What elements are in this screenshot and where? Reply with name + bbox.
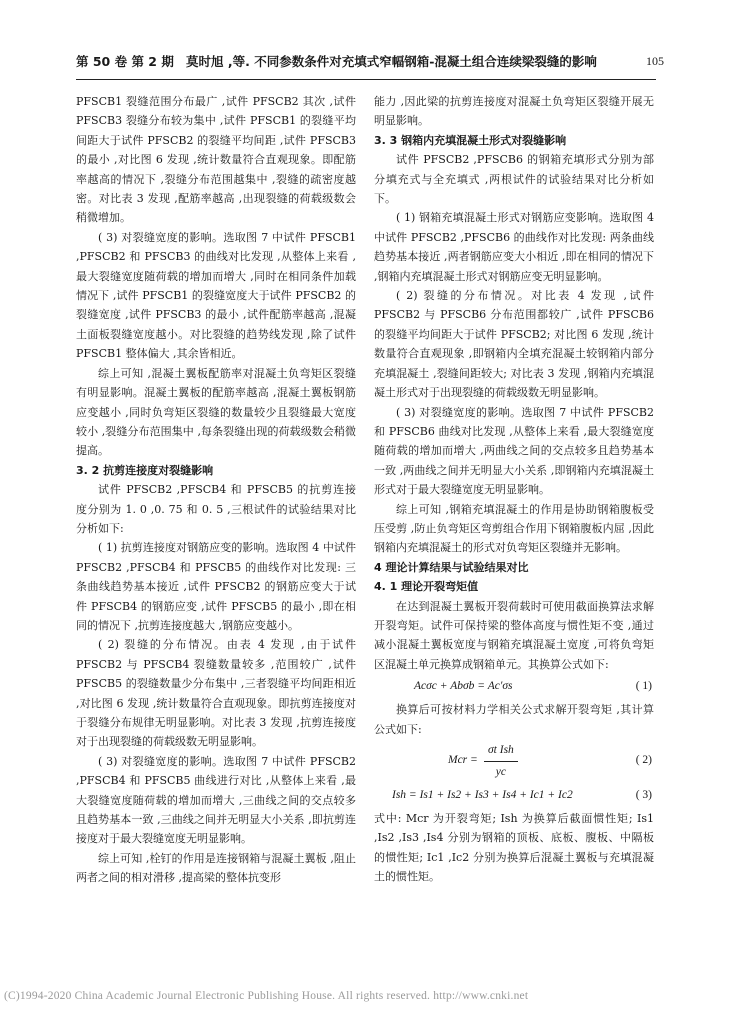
paragraph-fill-summary: 综上可知 ,钢箱充填混凝土的作用是协助钢箱腹板受压受剪 ,防止负弯矩区弯剪组合作用下钢箱腹板内屈 ,因此钢箱内充填混凝土的形式对负弯矩区裂缝并无影响。: [374, 502, 654, 555]
paragraph-summary-reinforcement: 综上可知 ,混凝土翼板配筋率对混凝土负弯矩区裂缝有明显影响。混凝土翼板的配筋率越高 ,混凝土翼板钢筋应变越小 ,同时负弯矩区裂缝的数量较少且裂缝最大宽度较小 ,裂缝分布范围集中 ,每条裂缝出现的荷载级数会稍微提高。: [76, 366, 356, 458]
section-heading-3-3: 3. 3 钢箱内充填混凝土形式对裂缝影响: [374, 133, 567, 147]
paragraph-fill-intro: 试件 PFSCB2 ,PFSCB6 的钢箱充填形式分别为部分填充式与全充填式 ,两根试件的试验结果对比分析如下。: [374, 153, 654, 206]
section-heading-4-1: 4. 1 理论开裂弯矩值: [374, 580, 479, 594]
paragraph-shear-strain: ( 1) 抗剪连接度对钢筋应变的影响。选取图 4 中试件 PFSCB2 ,PFSCB4 和 PFSCB5 的曲线作对比发现: 三条曲线趋势基本接近 ,试件 PFSCB2 的钢筋应变大于试件 PFSCB4 的钢筋应变 ,试件 PFSCB5 的最小 ,即在相同的情况下 ,抗剪连接度越大 ,钢筋应变越小。: [76, 541, 356, 632]
equation-2-lhs: Mcr =: [448, 754, 478, 766]
running-title: 莫时旭 ,等. 不同参数条件对充填式窄幅钢箱-混凝土组合连续梁裂缝的影响: [186, 54, 597, 69]
paragraph-transform-method: 在达到混凝土翼板开裂荷载时可使用截面换算法求解开裂弯矩。试件可保持梁的整体高度与惯性矩不变 ,通过减小混凝土翼板宽度与钢箱充填混凝土宽度 ,可将负弯矩区混凝土单元换算成钢箱单元。其换算公式如下:: [374, 599, 654, 671]
paragraph-fill-width: ( 3) 对裂缝宽度的影响。选取图 7 中试件 PFSCB2 和 PFSCB6 曲线对比发现 ,从整体上来看 ,最大裂缝宽度随荷载的增加而增大 ,两曲线之间的交点较多且趋势基本一致 ,两曲线之间并无明显大小关系 ,即钢箱内充填混凝土形式对于最大裂缝宽度无明显影响。: [374, 405, 654, 497]
paragraph-fill-strain: ( 1) 钢箱充填混凝土形式对钢筋应变影响。选取图 4 中试件 PFSCB2 ,PFSCB6 的曲线作对比发现: 两条曲线趋势基本接近 ,两者钢筋应变大小相近 ,即在相同的情况下 ,钢箱内充填混凝土形式对钢筋应变无明显影响。: [374, 211, 654, 283]
paragraph-shear-intro: 试件 PFSCB2 ,PFSCB4 和 PFSCB5 的抗剪连接度分别为 1. 0 ,0. 75 和 0. 5 ,三根试件的试验结果对比分析如下:: [76, 483, 356, 535]
running-header: [76, 52, 664, 72]
right-column: [374, 92, 654, 887]
journal-volume: 第 50 卷 第 2 期: [76, 54, 174, 69]
paragraph-cracking-moment: 换算后可按材料力学相关公式求解开裂弯矩 ,其计算公式如下:: [374, 703, 654, 736]
paragraph-fill-distribution: ( 2) 裂缝的分布情况。对比表 4 发现 ,试件 PFSCB2 与 PFSCB6 分布范围都较广 ,试件 PFSCB6 的裂缝平均间距大于试件 PFSCB2; 对比图 6 发现 ,统计数量符合直观现象 ,即钢箱内全填充混凝土较钢箱内部分充填混凝土 ,裂缝间距较大; 对比表 3 发现 ,钢箱内充填混凝土形式对于出现裂缝的荷载级数无明显影响。: [374, 289, 654, 400]
equation-3: [374, 783, 654, 809]
paragraph-symbol-definitions: 式中: Mcr 为开裂弯矩; Ish 为换算后截面惯性矩; Is1 ,Is2 ,Is3 ,Is4 分别为钢箱的顶板、底板、腹板、中隔板的惯性矩; Ic1 ,Ic2 分别为换算后混凝土翼板与充填混凝土的惯性矩。: [374, 812, 654, 884]
equation-2-denominator: yc: [495, 766, 506, 779]
header-rule: [76, 79, 656, 80]
equation-2-numerator: σt Ish: [484, 741, 518, 762]
copyright-footer: (C)1994-2020 China Academic Journal Electronic Publishing House. All rights reserved. http://www.cnki.net: [4, 990, 529, 1002]
section-heading-3-2: 3. 2 抗剪连接度对裂缝影响: [76, 463, 214, 477]
paragraph-shear-summary: 综上可知 ,栓钉的作用是连接钢箱与混凝土翼板 ,阻止两者之间的相对滑移 ,提高梁的整体抗变形: [76, 851, 356, 885]
equation-2-fraction: [484, 741, 518, 783]
paragraph-crack-width-reinforcement: ( 3) 对裂缝宽度的影响。选取图 7 中试件 PFSCB1 ,PFSCB2 和 PFSCB3 的曲线对比发现 ,从整体上来看 ,最大裂缝宽度随荷载的增加而增大 ,同时在相同条件加载情况下 ,试件 PFSCB1 的裂缝宽度大于试件 PFSCB2 的裂缝宽度 ,试件 PFSCB3 的最小 ,试件配筋率越高 ,混凝土面板裂缝宽度越小。对比裂缝的趋势线发现 ,除了试件 PFSCB1 整体偏大 ,其余皆相近。: [76, 230, 356, 361]
equation-1: [374, 674, 654, 700]
left-column: [76, 92, 356, 888]
equation-3-number: ( 3): [635, 789, 652, 801]
section-heading-4: 4 理论计算结果与试验结果对比: [374, 560, 529, 574]
equation-2: [374, 739, 654, 783]
equation-1-number: ( 1): [635, 680, 652, 693]
equation-1-expression: Acσc + Abσb = Ac′σs: [414, 680, 513, 693]
page-number: 105: [646, 54, 664, 68]
paragraph-continued: PFSCB1 裂缝范围分布最广 ,试件 PFSCB2 其次 ,试件 PFSCB3 裂缝分布较为集中 ,试件 PFSCB1 的裂缝平均间距大于试件 PFSCB2 的裂缝平均间距 ,试件 PFSCB3 的最小 ,对比图 6 发现 ,统计数量符合直观现象。即配筋率越高的情况下 ,裂缝分布范围越集中 ,裂缝的疏密度越密。对比表 3 发现 ,配筋率越高 ,出现裂缝的荷载级数会稍微增加。: [76, 95, 356, 225]
equation-3-expression: Ish = Is1 + Is2 + Is3 + Is4 + Ic1 + Ic2: [392, 789, 573, 801]
paragraph-shear-distribution: ( 2) 裂缝的分布情况。由表 4 发现 ,由于试件 PFSCB2 与 PFSCB4 裂缝数量较多 ,范围较广 ,试件 PFSCB5 的裂缝数量少分布集中 ,三者裂缝平均间距相近 ,对比图 6 发现 ,统计数量符合直观现象。即抗剪连接度对于裂缝分布规律无明显影响。对比表 3 发现 ,抗剪连接度对于出现裂缝的荷载级数无明显影响。: [76, 638, 356, 749]
equation-2-number: ( 2): [635, 754, 652, 766]
paragraph-continued-right: 能力 ,因此梁的抗剪连接度对混凝土负弯矩区裂缝开展无明显影响。: [374, 95, 654, 128]
paragraph-shear-width: ( 3) 对裂缝宽度的影响。选取图 7 中试件 PFSCB2 ,PFSCB4 和 PFSCB5 曲线进行对比 ,从整体上来看 ,最大裂缝宽度随荷载的增加而增大 ,三曲线之间的交点较多且趋势基本一致 ,三曲线之间并无明显大小关系 ,即抗剪连接度对于最大裂缝宽度无明显影响。: [76, 754, 356, 846]
